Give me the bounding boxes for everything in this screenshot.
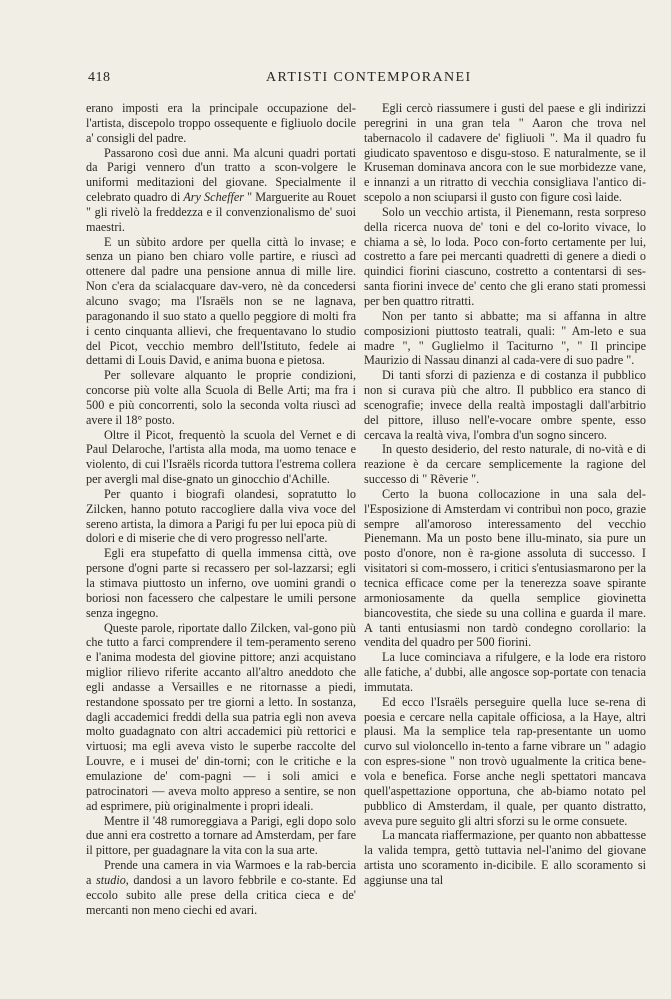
paragraph-text: , dandosi a un lavoro febbrile e co-stante. Ed eccolo subito alle prese della critica cieca e de' mercanti non meno ciechi ed avari. [86, 872, 356, 917]
paragraph [364, 650, 646, 695]
paragraph [86, 235, 356, 369]
paragraph-text: Di tanti sforzi di pazienza e di costanza il pubblico non si curava più che altro. Il pubblico era stanco di scenografie; invece della realtà impostagli dall'arbitrio del pittore, illuso nell'e-vocare ombre spente, esso cercava la realtà viva, l'ombra d'un sogno sincero. [364, 368, 646, 442]
paragraph-text: Queste parole, riportate dallo Zilcken, val-gono più che tutto a farci comprendere il tem-peramento sereno e l'anima modesta del giovine pittore; anzi acquistano miglior rilievo riferite accanto all'altro aneddoto che egli andasse a Versailles e ne ritornasse a piedi, restandone spossato per tre giorni a letto. In sostanza, dagli accademici freddi della sua patria egli non aveva molto guadagnato con altri accademici più rettorici e virtuosi; ma egli aveva visto le superbe raccolte del Louvre, e i musei de' din-torni; con le critiche e la emulazione de' com-pagni — i soli amici e patrocinatori — aveva molto appreso a sentire, se non ad esprimere, più originalmente i propri ideali. [86, 620, 356, 813]
paragraph-text: In questo desiderio, del resto naturale, di no-vità e di reazione è da cercare semplicemente la ragione del successo di " Rêverie ". [364, 442, 646, 487]
paragraph [86, 428, 356, 487]
paragraph [86, 368, 356, 427]
paragraph [86, 621, 356, 814]
paragraph-text: Certo la buona collocazione in una sala del-l'Esposizione di Amsterdam vi contribuì non poco, grazie sempre all'amoroso interessamento del vecchio Pienemann. Ma un posto bene illu-minato, sia pure un posto d'onore, non è ra-gione assoluta di successo. I visitatori si com-mossero, i critici s'entusiasmarono per la tecnica efficace come per la tenerezza soave spirante armoniosamente da quella semplice giovinetta biancovestita, che siede su una collina e guarda il mare. A tanti entusiasmi non tardò condegno corollario: la vendita del quadro per 500 fiorini. [364, 486, 646, 650]
paragraph [364, 695, 646, 829]
paragraph-text: Ed ecco l'Israëls perseguire quella luce se-rena di poesia e cercare nella capitale officiosa, a la Haye, altri plausi. Ma la semplice tela rap-presentante un uomo curvo sul violoncello in-tento a farne vibrare un " adagio con espres-sione " non trovò ugualmente la critica bene-vola e benefica. Forse anche negli spettatori mancava quell'aspettazione opportuna, che ab-biamo notato pel pubblico di Amsterdam, il quale, per quanto distratto, aveva pure seguito gli altri sforzi su le orme consuete. [364, 694, 646, 828]
paragraph-text: Per quanto i biografi olandesi, sopratutto lo Zilcken, hanno potuto raccogliere dalla viva voce del sereno artista, la dimora a Parigi fu per lui epoca più di dolori e di miserie che di vero progresso nell'arte. [86, 486, 356, 546]
paragraph-text: Per sollevare alquanto le proprie condizioni, concorse più volte alla Scuola di Belle Arti; ma fra i 500 e più concorrenti, solo la seconda volta riuscì ad avere il 18° posto. [86, 368, 356, 427]
running-title: ARTISTI CONTEMPORANEI [266, 70, 472, 85]
paragraph [364, 309, 646, 368]
paragraph-text: Egli cercò riassumere i gusti del paese e gli indirizzi peregrini in una gran tela " Aaron che trova nel tabernacolo il cadavere de' figliuoli ". Ma il quadro fu giudicato spaventoso e disgu-stoso. E naturalmente, se il Kruseman dominava ancora con le sue morbidezze vane, e innanzi a un ritratto di vecchia consigliava l'antico di-scepolo a non sciuparsi il gusto con figure così laide. [364, 101, 646, 205]
left-text-column [86, 101, 356, 917]
paragraph [86, 146, 356, 235]
paragraph [86, 101, 356, 146]
paragraph-text: Passarono così due anni. Ma alcuni quadri portati da Parigi vennero d'un tratto a scon-volgere le uniformi meditazioni del giovane. Specialmente il celebrato quadro di [86, 145, 356, 205]
paragraph-text: La mancata riaffermazione, per quanto non abbattesse la valida tempra, gettò tuttavia nel-l'animo del giovane artista uno scoramento in-dicibile. E allo scoramento si aggiunse una tal [364, 828, 646, 887]
paragraph [86, 546, 356, 620]
paragraph-text: Mentre il '48 rumoreggiava a Parigi, egli dopo solo due anni era costretto a tornare ad Amsterdam, per fare il pittore, per guadagnare la vita con la sua arte. [86, 813, 356, 858]
paragraph [86, 858, 356, 917]
paragraph [364, 487, 646, 650]
paragraph [364, 828, 646, 887]
page-number: 418 [88, 70, 111, 85]
paragraph [364, 101, 646, 205]
paragraph-text: E un sùbito ardore per quella città lo invase; e senza un piano ben chiaro volle partire, e riuscì ad ottenere dal padre una pensione annua di mille lire. Non c'era da scialacquare dav-vero, nè da concedersi alcuno svago; ma l'Israëls non se ne lagnava, paragonando il suo stato a quello peggiore di molti fra i cento cinquanta allievi, che frequentavano lo studio del Picot, vecchio membro dell'Istituto, fedele ai dettami di Louis David, e anima buona e pietosa. [86, 234, 356, 368]
paragraph-text: erano imposti era la principale occupazione del-l'artista, discepolo troppo ossequente e figliuolo docile a' consigli del padre. [86, 101, 356, 145]
paragraph [86, 487, 356, 546]
page-header [0, 70, 671, 90]
paragraph-text: Non per tanto si abbatte; ma si affanna in altre composizioni piuttosto teatrali, quali: " Am-leto e sua madre ", " Guglielmo il Taciturno ", " Il principe Maurizio di Nassau dinanzi al cada-vere di suo padre ". [364, 308, 646, 368]
paragraph-text: Oltre il Picot, frequentò la scuola del Vernet e di Paul Delaroche, l'artista alla moda, ma uomo tenace e violento, di cui l'Israëls ricorda tuttora l'estrema collera per avergli mal dise-gnato un ginocchio d'Achille. [86, 427, 356, 487]
paragraph-text: Solo un vecchio artista, il Pienemann, resta sorpreso della ricerca nuova de' toni e del co-lorito vivace, lo chiama a sè, lo loda. Poco con-forto certamente per lui, costretto a fare pei mercanti quadretti di genere a diedi o quindici fiorini ciascuno, costretto a contentarsi di ses-santa fiorini invece de' cento che gli erano stati promessi per ben quattro ritratti. [364, 204, 646, 308]
paragraph [364, 368, 646, 442]
italic-title: Ary Scheffer [183, 190, 244, 205]
right-text-column [364, 101, 646, 888]
paragraph-text: Prende una camera in via Warmoes e la rab-bercia a [86, 858, 356, 887]
paragraph [86, 814, 356, 859]
paragraph [364, 442, 646, 487]
paragraph [364, 205, 646, 309]
paragraph-text: Egli era stupefatto di quella immensa città, ove persone d'ogni parte si recassero per sol-lazzarsi; egli la stimava piuttosto un inferno, ove uomini grandi o boriosi non facessero che calpestare le umili persone senza ingegno. [86, 546, 356, 620]
italic-title: studio [96, 872, 126, 887]
paragraph-text: " Marguerite au Rouet " gli rivelò la freddezza e il convenzionalismo de' suoi maestri. [86, 190, 356, 234]
paragraph-text: La luce cominciava a rifulgere, e la lode era ristoro alle fatiche, a' dubbi, alle angosce sop-portate con tenacia immutata. [364, 650, 646, 694]
